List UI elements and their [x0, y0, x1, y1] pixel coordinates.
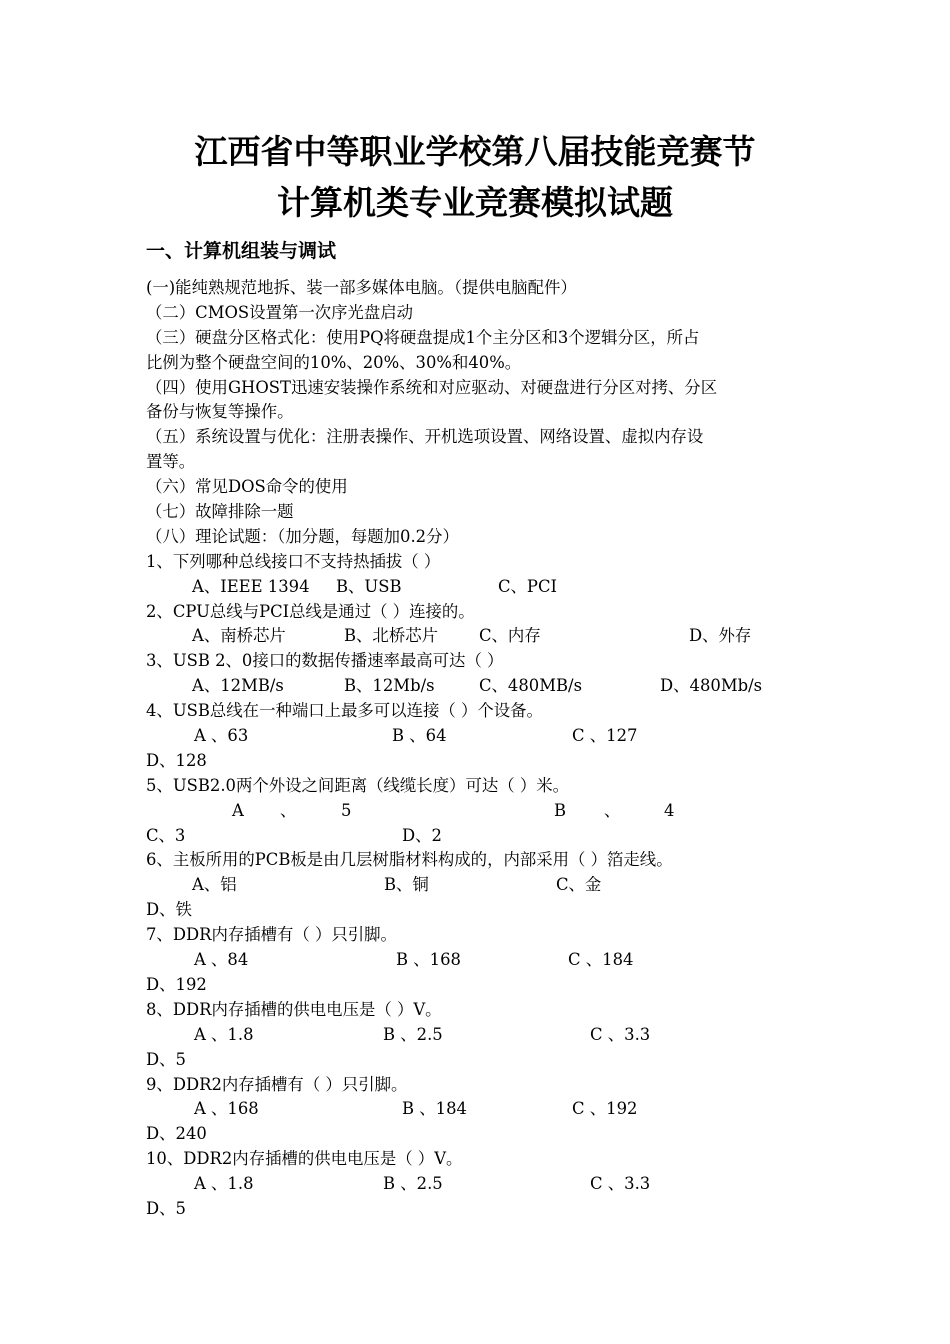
option-d: D、128 — [146, 750, 207, 770]
question-options — [146, 948, 812, 973]
option-c: C、PCI — [498, 576, 557, 596]
question-options — [146, 674, 812, 699]
option-a: A 、168 — [194, 1099, 259, 1119]
option-a-letter: A — [232, 800, 244, 820]
question-stem: 10、DDR2内存插槽的供电电压是（ ）V。 — [146, 1149, 463, 1169]
option-a: A 、1.8 — [194, 1174, 254, 1194]
question-options — [146, 1097, 812, 1122]
option-b-letter: B — [554, 800, 567, 820]
question-stem: 7、DDR内存插槽有（ ）只引脚。 — [146, 925, 397, 945]
option-d: D、5 — [146, 1198, 186, 1218]
question-stem: 1、下列哪种总线接口不支持热插拔（ ） — [146, 551, 441, 571]
task-line: （三）硬盘分区格式化：使用PQ将硬盘提成1个主分区和3个逻辑分区，所占 — [146, 327, 700, 347]
option-a: A、铝 — [192, 875, 237, 895]
option-a-value: 5 — [341, 800, 352, 820]
question-stem: 4、USB总线在一种端口上最多可以连接（ ）个设备。 — [146, 701, 543, 721]
option-c: C、金 — [556, 875, 602, 895]
task-line: 备份与恢复等操作。 — [146, 402, 294, 422]
option-d: D、192 — [146, 974, 207, 994]
question-options — [146, 1023, 812, 1048]
task-line: （六）常见DOS命令的使用 — [146, 477, 348, 497]
option-a: A、IEEE 1394 — [192, 576, 310, 596]
task-line: （二）CMOS设置第一次序光盘启动 — [146, 302, 414, 322]
option-a-separator: 、 — [280, 800, 297, 820]
task-line: 置等。 — [146, 452, 196, 472]
option-d: D、外存 — [689, 626, 752, 646]
option-d: D、480Mb/s — [660, 676, 763, 696]
option-b: B 、64 — [392, 726, 447, 746]
option-d: D、240 — [146, 1124, 207, 1144]
question-stem: 9、DDR2内存插槽有（ ）只引脚。 — [146, 1074, 408, 1094]
option-c: C、480MB/s — [479, 676, 582, 696]
option-d: D、5 — [146, 1049, 186, 1069]
option-c: C 、184 — [568, 950, 634, 970]
section-heading: 一、计算机组装与调试 — [146, 240, 337, 262]
task-line: （七）故障排除一题 — [146, 502, 294, 522]
option-c: C 、3.3 — [590, 1174, 651, 1194]
option-a: A 、63 — [194, 726, 249, 746]
question-options — [146, 799, 812, 824]
question-stem: 2、CPU总线与PCI总线是通过（ ）连接的。 — [146, 601, 475, 621]
option-b: B 、2.5 — [383, 1174, 443, 1194]
option-b-value: 4 — [664, 800, 675, 820]
document-title-line2: 计算机类专业竞赛模拟试题 — [277, 183, 673, 222]
question-options — [146, 575, 812, 600]
option-a: A 、84 — [194, 950, 249, 970]
question-options — [146, 724, 812, 749]
option-c: C、内存 — [479, 626, 541, 646]
option-b: B 、168 — [396, 950, 461, 970]
task-line: (一)能纯熟规范地拆、装一部多媒体电脑。（提供电脑配件） — [146, 278, 577, 297]
option-a: A、南桥芯片 — [192, 626, 286, 646]
option-b: B、USB — [336, 576, 402, 596]
option-c: C 、3.3 — [590, 1024, 651, 1044]
task-line: （四）使用GHOST迅速安装操作系统和对应驱动、对硬盘进行分区对拷、分区 — [146, 377, 718, 397]
question-options — [146, 824, 812, 849]
question-options — [146, 1172, 812, 1197]
option-c: C 、192 — [572, 1099, 638, 1119]
option-c: C 、127 — [572, 726, 638, 746]
option-b: B、北桥芯片 — [344, 626, 438, 646]
document-body — [146, 276, 812, 1222]
option-d: D、铁 — [146, 900, 192, 920]
question-stem: 5、USB2.0两个外设之间距离（线缆长度）可达（ ）米。 — [146, 775, 569, 795]
option-b: B 、184 — [402, 1099, 467, 1119]
document-title-line1: 江西省中等职业学校第八届技能竞赛节 — [194, 132, 756, 171]
question-stem: 8、DDR内存插槽的供电电压是（ ）V。 — [146, 999, 442, 1019]
task-line: 比例为整个硬盘空间的10%、20%、30%和40%。 — [146, 352, 522, 372]
task-line: （八）理论试题：（加分题，每题加0.2分） — [146, 526, 459, 546]
option-b: B、12Mb/s — [344, 676, 435, 696]
question-stem: 3、USB 2、0接口的数据传播速率最高可达（ ） — [146, 651, 504, 671]
question-options — [146, 624, 812, 649]
option-a: A 、1.8 — [194, 1024, 254, 1044]
option-c: C、3 — [146, 825, 186, 845]
option-b: B、铜 — [384, 875, 429, 895]
option-b-separator: 、 — [604, 800, 621, 820]
question-stem: 6、主板所用的PCB板是由几层树脂材料构成的，内部采用（ ）箔走线。 — [146, 850, 673, 870]
option-b: B 、2.5 — [383, 1024, 443, 1044]
option-a: A、12MB/s — [192, 676, 284, 696]
task-line: （五）系统设置与优化：注册表操作、开机选项设置、网络设置、虚拟内存设 — [146, 427, 704, 447]
question-options — [146, 873, 812, 898]
option-d: D、2 — [402, 825, 442, 845]
